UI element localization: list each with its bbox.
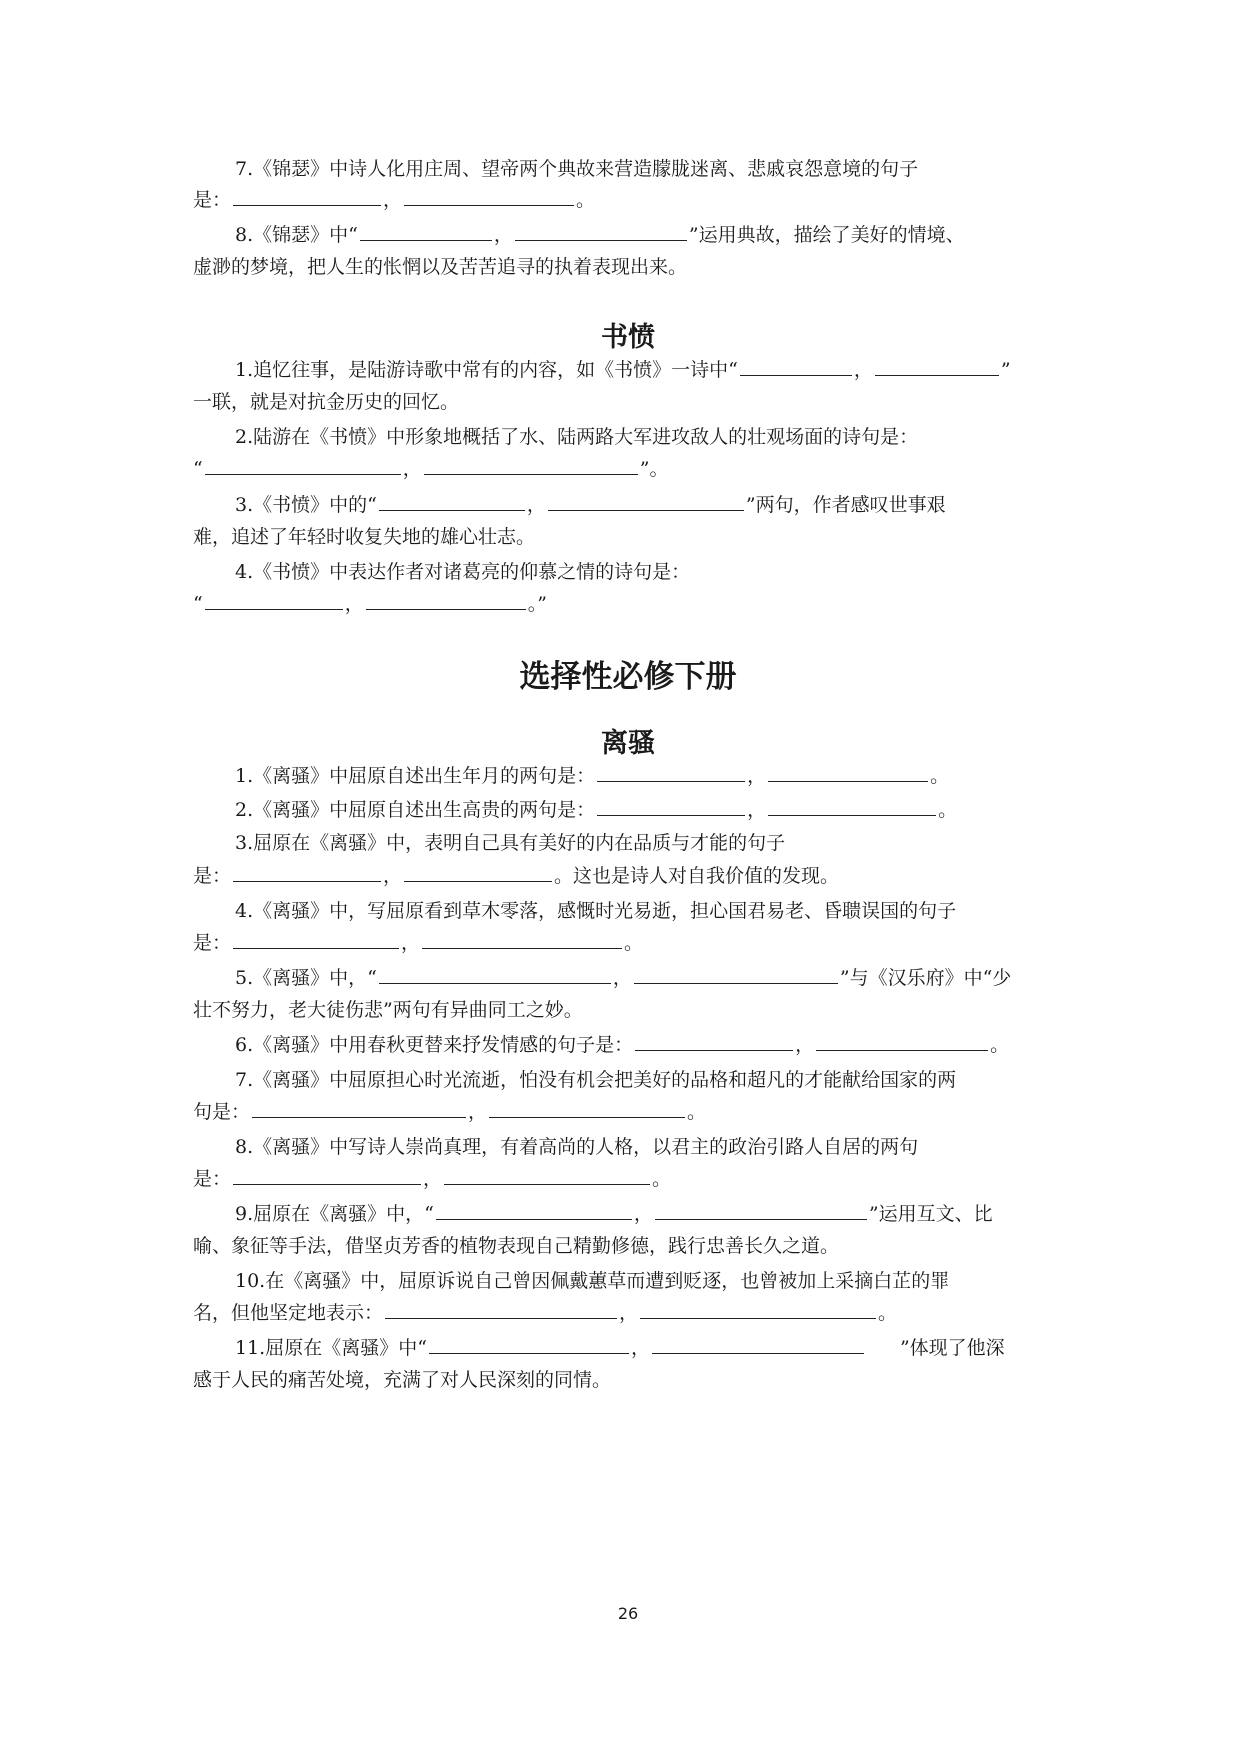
lisao-q9-line1 [193, 1201, 1115, 1227]
answer-blank[interactable] [233, 1166, 421, 1185]
lisao-q4-line2 [193, 930, 1073, 956]
question-text: ， [619, 1302, 639, 1324]
question-text: 1.《离骚》中屈原自述出生年月的两句是： [235, 765, 596, 787]
question-text: ”两句，作者感叹世事艰 [745, 494, 946, 516]
question-text: ， [747, 799, 767, 821]
answer-blank[interactable] [597, 763, 745, 782]
answer-blank[interactable] [233, 863, 381, 882]
question-text: ”运用互文、比 [868, 1203, 993, 1225]
shufen-q4-line1 [193, 559, 1115, 585]
answer-blank[interactable] [429, 1335, 629, 1354]
answer-blank[interactable] [444, 1166, 650, 1185]
question-text: ， [468, 1101, 488, 1123]
question-text: 2.《离骚》中屈原自述出生高贵的两句是： [235, 799, 596, 821]
question-text: ， [493, 224, 513, 246]
question-text: 。” [527, 593, 547, 615]
lisao-q5-line1 [193, 965, 1115, 991]
question-text: 。 [938, 799, 958, 821]
question-text: ， [747, 765, 767, 787]
answer-blank[interactable] [816, 1032, 988, 1051]
question-text: 3.《书愤》中的“ [235, 494, 377, 516]
lisao-q2 [193, 797, 1115, 823]
answer-blank[interactable] [360, 222, 492, 241]
answer-blank[interactable] [597, 797, 745, 816]
question-text: ”体现了他深 [899, 1337, 1005, 1359]
question-text: ” [1000, 359, 1011, 381]
question-text: 7.《离骚》中屈原担心时光流逝，怕没有机会把美好的品格和超凡的才能献给国家的两 [235, 1069, 957, 1091]
question-text: 11.屈原在《离骚》中“ [235, 1337, 427, 1359]
lisao-q4-line1 [193, 898, 1115, 924]
lisao-q5-line2 [193, 997, 1073, 1023]
question-text: 7.《锦瑟》中诗人化用庄周、望帝两个典故来营造朦胧迷离、悲戚哀怨意境的句子 [235, 158, 919, 180]
answer-blank[interactable] [768, 763, 928, 782]
question-text: 。 [624, 932, 644, 954]
shufen-q1-line1 [193, 357, 1115, 383]
answer-blank[interactable] [379, 492, 525, 511]
question-text: 8.《离骚》中写诗人崇尚真理，有着高尚的人格，以君主的政治引路人自居的两句 [235, 1136, 919, 1158]
answer-blank[interactable] [422, 930, 622, 949]
answer-blank[interactable] [515, 222, 687, 241]
question-text: 。这也是诗人对自我价值的发现。 [554, 865, 840, 887]
answer-blank[interactable] [548, 492, 744, 511]
question-text: ”运用典故，描绘了美好的情境、 [688, 224, 965, 246]
jinse-q8-line2 [193, 254, 1073, 280]
shufen-q4-line2 [193, 591, 1073, 617]
shufen-q1-line2 [193, 389, 1073, 415]
shufen-q2-line1 [193, 424, 1115, 450]
book-title: 选择性必修下册 [519, 659, 737, 695]
question-text: ， [383, 189, 403, 211]
answer-blank[interactable] [489, 1099, 685, 1118]
question-text: 8.《锦瑟》中“ [235, 224, 358, 246]
jinse-q7-line1 [193, 156, 1115, 182]
answer-blank[interactable] [379, 965, 611, 984]
question-text: 。 [687, 1101, 707, 1123]
answer-blank[interactable] [652, 1335, 864, 1354]
question-text: 5.《离骚》中，“ [235, 967, 377, 989]
shufen-q3-line2 [193, 524, 1073, 550]
section-title-lisao: 离骚 [601, 728, 655, 759]
question-text: ， [633, 1203, 653, 1225]
question-text: 。 [652, 1168, 672, 1190]
question-text: 4.《离骚》中，写屈原看到草木零落，感慨时光易逝，担心国君易老、昏聩误国的句子 [235, 900, 957, 922]
question-text: ”与《汉乐府》中“少 [839, 967, 1012, 989]
question-text: 6.《离骚》中用春秋更替来抒发情感的句子是： [235, 1034, 634, 1056]
question-text: 。 [990, 1034, 1010, 1056]
question-text: ， [344, 593, 364, 615]
lisao-q7-line2 [193, 1099, 1073, 1125]
lisao-q7-line1 [193, 1067, 1115, 1093]
question-text: ， [612, 967, 632, 989]
question-text: 是： [193, 1168, 232, 1190]
answer-blank[interactable] [640, 1300, 876, 1319]
lisao-q9-line2 [193, 1233, 1073, 1259]
question-text: “ [193, 458, 203, 480]
answer-blank[interactable] [385, 1300, 617, 1319]
question-text: 喻、象征等手法，借坚贞芳香的植物表现自己精勤修德，践行忠善长久之道。 [193, 1235, 840, 1257]
answer-blank[interactable] [740, 357, 852, 376]
answer-blank[interactable] [635, 1032, 793, 1051]
page-number: 26 [617, 1604, 639, 1623]
question-text: 虚渺的梦境，把人生的怅惘以及苦苦追寻的执着表现出来。 [193, 256, 688, 278]
shufen-q2-line2 [193, 456, 1073, 482]
answer-blank[interactable] [424, 456, 638, 475]
lisao-q1 [193, 763, 1115, 789]
lisao-q6 [193, 1032, 1115, 1058]
question-text: 是： [193, 189, 232, 211]
question-text: 1.追忆往事，是陆游诗歌中常有的内容，如《书愤》一诗中“ [235, 359, 738, 381]
question-text: 壮不努力，老大徒伤悲”两句有异曲同工之妙。 [193, 999, 583, 1021]
question-text: ， [630, 1337, 650, 1359]
answer-blank[interactable] [205, 591, 343, 610]
question-text: ， [526, 494, 546, 516]
lisao-q3-line1 [193, 830, 1115, 856]
answer-blank[interactable] [252, 1099, 466, 1118]
question-text: 感于人民的痛苦处境，充满了对人民深刻的同情。 [193, 1369, 612, 1391]
question-text: 10.在《离骚》中，屈原诉说自己曾因佩戴蕙草而遭到贬逐，也曾被加上采摘白芷的罪 [235, 1270, 950, 1292]
question-text: 句是： [193, 1101, 251, 1123]
answer-blank[interactable] [404, 863, 552, 882]
question-text: 3.屈原在《离骚》中，表明自己具有美好的内在品质与才能的句子 [235, 832, 786, 854]
lisao-q3-line2 [193, 863, 1073, 889]
question-text: ， [423, 1168, 443, 1190]
shufen-q3-line1 [193, 492, 1115, 518]
question-text: 9.屈原在《离骚》中，“ [235, 1203, 434, 1225]
answer-blank[interactable] [634, 965, 838, 984]
question-text: 是： [193, 865, 232, 887]
answer-blank[interactable] [205, 456, 401, 475]
question-text: 。 [930, 765, 950, 787]
question-text: ， [853, 359, 873, 381]
question-text: ， [383, 865, 403, 887]
question-text: 名，但他坚定地表示： [193, 1302, 384, 1324]
answer-blank[interactable] [404, 187, 574, 206]
answer-blank[interactable] [655, 1201, 867, 1220]
question-text: 2.陆游在《书愤》中形象地概括了水、陆两路大军进攻敌人的壮观场面的诗句是： [235, 426, 919, 448]
answer-blank[interactable] [366, 591, 526, 610]
lisao-q11-line2 [193, 1367, 1073, 1393]
answer-blank[interactable] [233, 930, 399, 949]
answer-blank[interactable] [233, 187, 381, 206]
lisao-q11-line1 [193, 1335, 1115, 1361]
question-text: ”。 [639, 458, 669, 480]
question-text: ， [795, 1034, 815, 1056]
lisao-q10-line1 [193, 1268, 1115, 1294]
question-text: ， [402, 458, 422, 480]
question-text: 。 [878, 1302, 898, 1324]
jinse-q8-line1 [193, 222, 1115, 248]
question-text: 。 [576, 189, 596, 211]
lisao-q10-line2 [193, 1300, 1073, 1326]
question-text: “ [193, 593, 203, 615]
question-text: 难，追述了年轻时收复失地的雄心壮志。 [193, 526, 536, 548]
question-text: 4.《书愤》中表达作者对诸葛亮的仰慕之情的诗句是： [235, 561, 691, 583]
question-text: 是： [193, 932, 232, 954]
lisao-q8-line2 [193, 1166, 1073, 1192]
answer-blank[interactable] [875, 357, 999, 376]
lisao-q8-line1 [193, 1134, 1115, 1160]
jinse-q7-line2 [193, 187, 1073, 213]
answer-blank[interactable] [768, 797, 936, 816]
question-text: 一联，就是对抗金历史的回忆。 [193, 391, 460, 413]
question-text: ， [401, 932, 421, 954]
answer-blank[interactable] [436, 1201, 632, 1220]
section-title-shufen: 书愤 [601, 322, 655, 353]
